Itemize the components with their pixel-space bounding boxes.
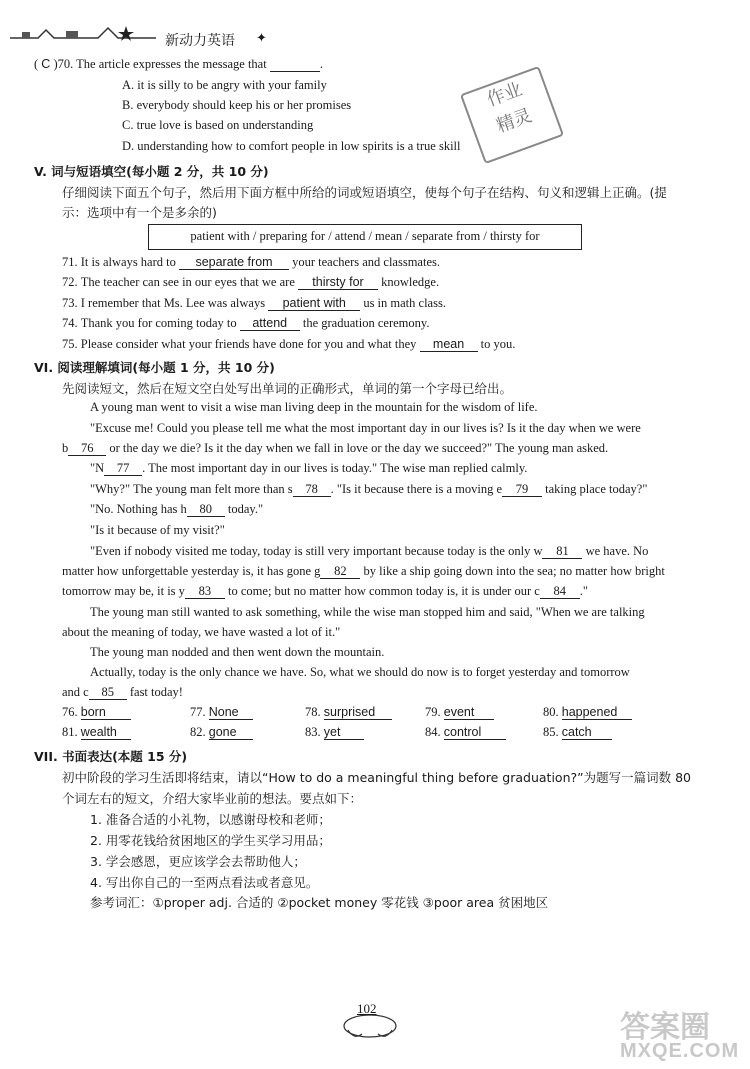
section-7-title: VII. 书面表达(本题 15 分) [34,749,188,764]
item-72: 72. The teacher can see in our eyes that we are thirsty for knowledge. [62,275,440,289]
blank-76: 76 [68,441,106,456]
blank-79: 79 [502,482,542,497]
section-5-instruction-2: 示：选项中有一个是多余的) [62,205,217,220]
passage-line-7: "Is it because of my visit?" [90,523,225,537]
vocabulary: 参考词汇：①proper adj. 合适的 ②pocket money 零花钱 ③poor area 贫困地区 [90,895,549,910]
passage-line-5: "Why?" The young man felt more than s 78 . "Is it because there is a moving e 79 taking place today?" [90,482,648,496]
blank-80: 80 [187,502,225,517]
passage-line-10: tomorrow may be, it is y 83 to come; but no matter how common today is, it is under our c 84 ." [62,584,589,598]
passage-line-11: The young man still wanted to ask something, while the wise man stopped him and said, "When we are talking [90,605,645,619]
point-2: 2. 用零花钱给贫困地区的学生买学习用品； [90,833,331,848]
passage-line-1: A young man went to visit a wise man living deep in the mountain for the wisdom of life. [90,400,538,414]
option-d: D. understanding how to comfort people in low spirits is a true skill [122,139,461,153]
answer-79: 79. event [425,704,494,721]
passage-line-2: "Excuse me! Could you please tell me what the most important day in our lives is? Is it the day when we were [90,421,641,435]
answer-72: thirsty for [298,275,378,290]
stamp-seal [460,66,564,164]
answer-78: 78. surprised [305,704,392,721]
blank-82: 82 [320,564,360,579]
item-74: 74. Thank you for coming today to attend the graduation ceremony. [62,316,430,330]
stamp-line-2: 精灵 [493,105,535,138]
point-1: 1. 准备合适的小礼物，以感谢母校和老师； [90,812,331,827]
answer-81: 81. wealth [62,724,131,741]
passage-line-12: about the meaning of today, we have wasted a lot of it." [62,625,341,639]
blank-84: 84 [540,584,580,599]
item-73: 73. I remember that Ms. Lee was always patient with us in math class. [62,296,446,310]
question-70: ( C )70. The article expresses the message that . [34,57,323,71]
blank-83: 83 [185,584,225,599]
answer-75: mean [420,337,478,352]
passage-line-9: matter how unforgettable yesterday is, it has gone g 82 by like a ship going down into the sea; no matter how bright [62,564,665,578]
passage-line-4: "N 77 . The most important day in our lives is today." The wise man replied calmly. [90,461,528,475]
blank-77: 77 [104,461,142,476]
answer-80: 80. happened [543,704,632,721]
section-5-instruction-1: 仔细阅读下面五个句子，然后用下面方框中所给的词或短语填空，使每个句子在结构、句义和逻辑上正确。(提 [62,185,667,200]
point-3: 3. 学会感恩，更应该学会去帮助他人； [90,854,306,869]
answer-70: C [41,57,51,71]
watermark-logo: 答案圈 [620,1010,710,1045]
section-5-title: V. 词与短语填空(每小题 2 分，共 10 分) [34,164,269,179]
page-number: 102 [357,1001,377,1016]
answer-85: 85. catch [543,724,612,741]
watermark-url: MXQE.COM [620,1040,740,1062]
point-4: 4. 写出你自己的一至两点看法或者意见。 [90,875,319,890]
passage-line-14: Actually, today is the only chance we have. So, what we should do now is to forget yesterday and tomorrow [90,665,630,679]
passage-line-3: b 76 or the day we die? Is it the day when we fall in love or the day we succeed?" The young man asked. [62,441,609,455]
answer-77: 77. None [190,704,253,721]
header-title: 新动力英语 [165,33,235,49]
answer-74: attend [240,316,300,331]
section-7-instruction-1: 初中阶段的学习生活即将结束，请以“How to do a meaningful thing before graduation?”为题写一篇词数 80 [62,770,691,785]
option-b: B. everybody should keep his or her promises [122,98,352,112]
answer-83: 83. yet [305,724,364,741]
star-icon: ✦ [256,30,267,45]
answer-76: 76. born [62,704,131,721]
item-71: 71. It is always hard to separate from your teachers and classmates. [62,255,440,269]
section-6-title: VI. 阅读理解填词(每小题 1 分，共 10 分) [34,360,275,375]
blank-78: 78 [293,482,331,497]
section-7-instruction-2: 个词左右的短文，介绍大家毕业前的想法。要点如下： [62,791,363,806]
blank-85: 85 [89,685,127,700]
passage-line-15: and c 85 fast today! [62,685,183,699]
option-c: C. true love is based on understanding [122,118,314,132]
answer-84: 84. control [425,724,506,741]
item-75: 75. Please consider what your friends have done for you and what they mean to you. [62,337,516,351]
option-a: A. it is silly to be angry with your family [122,78,327,92]
blank-81: 81 [542,544,582,559]
word-box: patient with / preparing for / attend / mean / separate from / thirsty for [148,224,582,250]
stamp-line-1: 作业 [484,78,526,111]
section-6-instruction: 先阅读短文，然后在短文空白处写出单词的正确形式，单词的第一个字母已给出。 [62,381,513,396]
header-decoration [8,22,158,40]
passage-line-8: "Even if nobody visited me today, today is still very important because today is the only w 81 we have. No [90,544,649,558]
answer-71: separate from [179,255,289,270]
passage-line-13: The young man nodded and then went down the mountain. [90,645,385,659]
answer-82: 82. gone [190,724,253,741]
passage-line-6: "No. Nothing has h 80 today." [90,502,264,516]
answer-73: patient with [268,296,360,311]
